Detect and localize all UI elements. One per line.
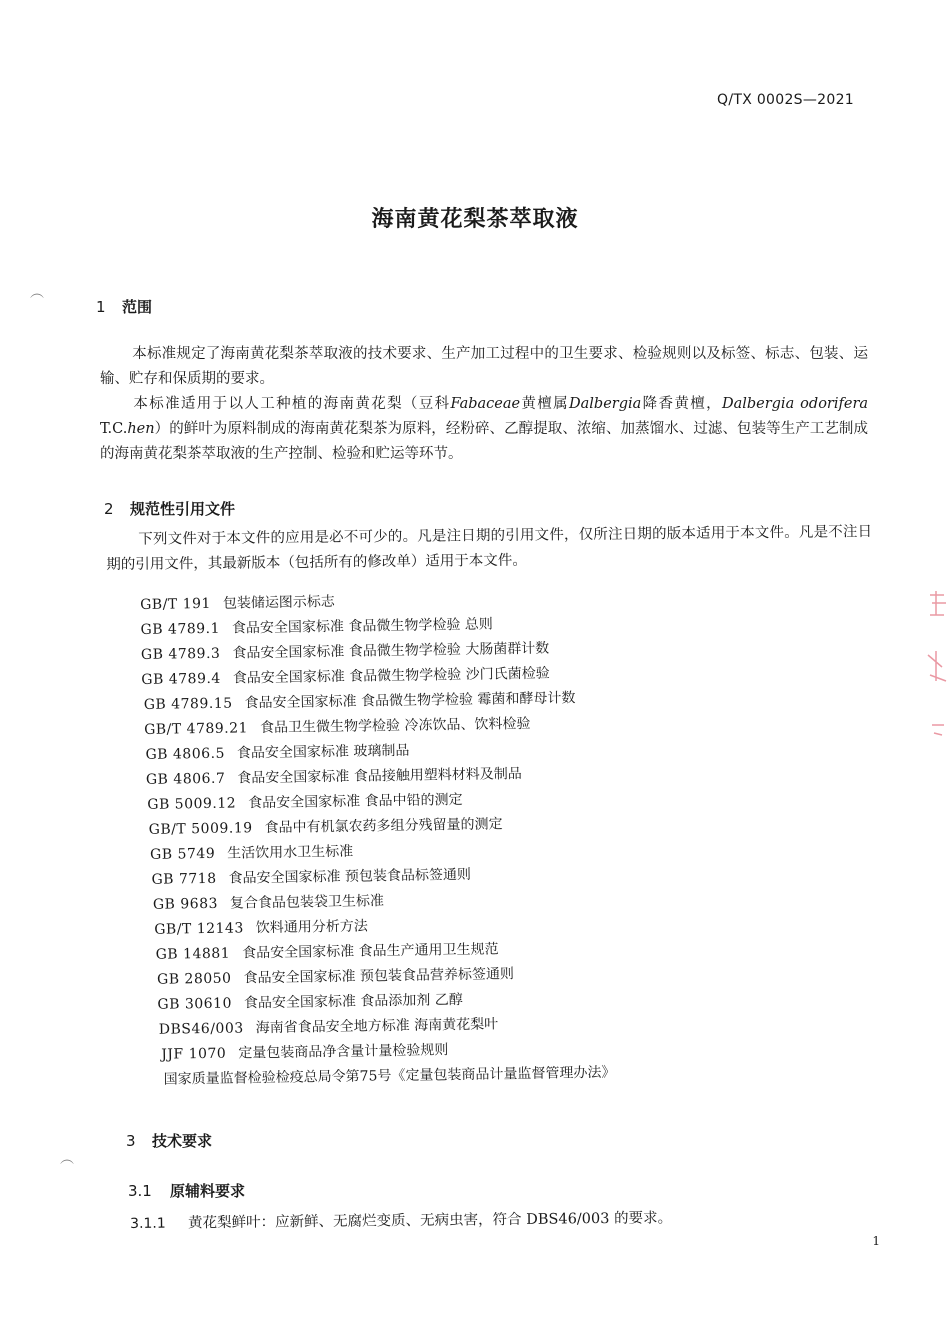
reference-code: GB/T 5009.19: [148, 820, 253, 838]
reference-title: 食品安全国家标准 玻璃制品: [236, 742, 410, 762]
reference-title: 食品安全国家标准 食品生产通用卫生规范: [242, 941, 499, 962]
reference-title: 食品安全国家标准 食品添加剂 乙醇: [243, 991, 463, 1012]
seal-stamp-icon: [922, 585, 950, 755]
reference-code: GB 5009.12: [147, 795, 237, 813]
reference-code: GB 4789.3: [140, 645, 221, 663]
reference-list: [140, 583, 768, 1093]
latin-name: hen: [127, 421, 155, 437]
reference-code: GB 4789.4: [141, 670, 221, 688]
reference-code: GB 5749: [149, 845, 216, 863]
reference-title: 复合食品包装袋卫生标准: [229, 893, 385, 912]
reference-code: GB 30610: [157, 995, 233, 1013]
paragraph-text: 降香黄檀，: [641, 396, 722, 412]
reference-title: 食品安全国家标准 食品微生物学检验 大肠菌群计数: [232, 640, 550, 662]
reference-code: GB 4789.1: [140, 620, 221, 638]
reference-title: 食品安全国家标准 食品中铅的测定: [248, 791, 463, 812]
scope-paragraph-2: [100, 392, 868, 467]
paragraph-text: 下列文件对于本文件的应用是必不可少的。凡是注日期的引用文件，仅所注日期的版本适用于本文件。凡是不注日期的引用文件，其最新版本（包括所有的修改单）适用于本文件。: [106, 523, 873, 573]
reference-title: 食品安全国家标准 预包装食品营养标签通则: [243, 966, 515, 987]
subsection-3-1-heading: [128, 1180, 245, 1201]
reference-title: 海南省食品安全地方标准 海南黄花梨叶: [255, 1016, 499, 1037]
latin-name: Dalbergia: [569, 396, 642, 412]
paragraph-text: 本标准规定了海南黄花梨茶萃取液的技术要求、生产加工过程中的卫生要求、检验规则以及标签、标志、包装、运输、贮存和保质期的要求。: [100, 346, 868, 387]
reference-title: 食品中有机氯农药多组分残留量的测定: [264, 816, 503, 837]
reference-code: DBS46/003: [158, 1020, 244, 1038]
reference-code: GB 7718: [151, 870, 217, 888]
reference-title: 生活饮用水卫生标准: [227, 843, 354, 862]
reference-code: GB/T 4789.21: [144, 720, 249, 738]
reference-code: GB 4789.15: [143, 695, 233, 713]
reference-code: GB/T 12143: [154, 920, 244, 938]
clause-number: 3.1.1: [130, 1215, 166, 1232]
section-number: 3: [126, 1132, 136, 1150]
reference-code: JJF 1070: [161, 1045, 227, 1063]
scope-paragraph-1: [100, 342, 868, 392]
reference-code: GB 9683: [152, 895, 219, 913]
reference-title: 食品安全国家标准 食品微生物学检验 霉菌和酵母计数: [244, 690, 576, 712]
reference-title: 定量包装商品净含量计量检验规则: [238, 1042, 449, 1062]
reference-title: 食品卫生微生物学检验 冷冻饮品、饮料检验: [259, 715, 531, 737]
latin-name: Dalbergia odorifera: [721, 396, 869, 412]
latin-name: Fabaceae: [450, 396, 521, 412]
reference-title: 包装储运图示标志: [222, 593, 335, 612]
section-1-heading: [96, 296, 152, 317]
reference-title: 国家质量监督检验检疫总局令第75号《定量包装商品计量监督管理办法》: [163, 1064, 616, 1088]
reference-code: GB 28050: [156, 970, 232, 988]
scan-mark: ︵: [30, 285, 44, 301]
section-2-heading: [104, 498, 235, 519]
paragraph-text: 本标准适用于以人工种植的海南黄花梨（豆科: [132, 396, 451, 412]
references-intro: [106, 520, 872, 578]
section-3-heading: [126, 1130, 212, 1151]
reference-code: GB 4806.7: [145, 770, 226, 788]
document-title: 海南黄花梨茶萃取液: [371, 207, 579, 232]
paragraph-text: ）的鲜叶为原料制成的海南黄花梨茶为原料，经粉碎、乙醇提取、浓缩、加蒸馏水、过滤、包装等生产工艺制成的海南黄花梨茶萃取液的生产控制、检验和贮运等环节。: [100, 421, 868, 462]
reference-code: GB 14881: [155, 945, 231, 963]
clause-text: 黄花梨鲜叶：应新鲜、无腐烂变质、无病虫害，符合 DBS46/003 的要求。: [188, 1210, 673, 1232]
reference-title: 食品安全国家标准 食品接触用塑料材料及制品: [237, 766, 522, 787]
reference-title: 食品安全国家标准 食品微生物学检验 总则: [231, 616, 493, 637]
standard-code: Q/TX 0002S—2021: [717, 92, 854, 108]
section-title: 规范性引用文件: [130, 500, 236, 518]
paragraph-text: T.C.: [100, 421, 128, 437]
section-number: 2: [104, 500, 114, 518]
paragraph-text: 黄檀属: [520, 396, 570, 412]
scan-mark: ︵: [60, 1151, 74, 1167]
reference-title: 食品安全国家标准 预包装食品标签通则: [228, 866, 472, 887]
clause-3-1-1: [130, 1206, 672, 1233]
section-title: 范围: [122, 298, 153, 316]
reference-title: 食品安全国家标准 食品微生物学检验 沙门氏菌检验: [232, 665, 550, 687]
page-number: 1: [872, 1234, 880, 1248]
section-number: 1: [96, 298, 106, 316]
reference-code: GB/T 191: [140, 595, 212, 613]
reference-code: GB 4806.5: [145, 745, 226, 763]
subsection-number: 3.1: [128, 1182, 152, 1200]
reference-title: 饮料通用分析方法: [255, 918, 368, 937]
subsection-title: 原辅料要求: [170, 1182, 246, 1200]
section-title: 技术要求: [152, 1132, 213, 1150]
